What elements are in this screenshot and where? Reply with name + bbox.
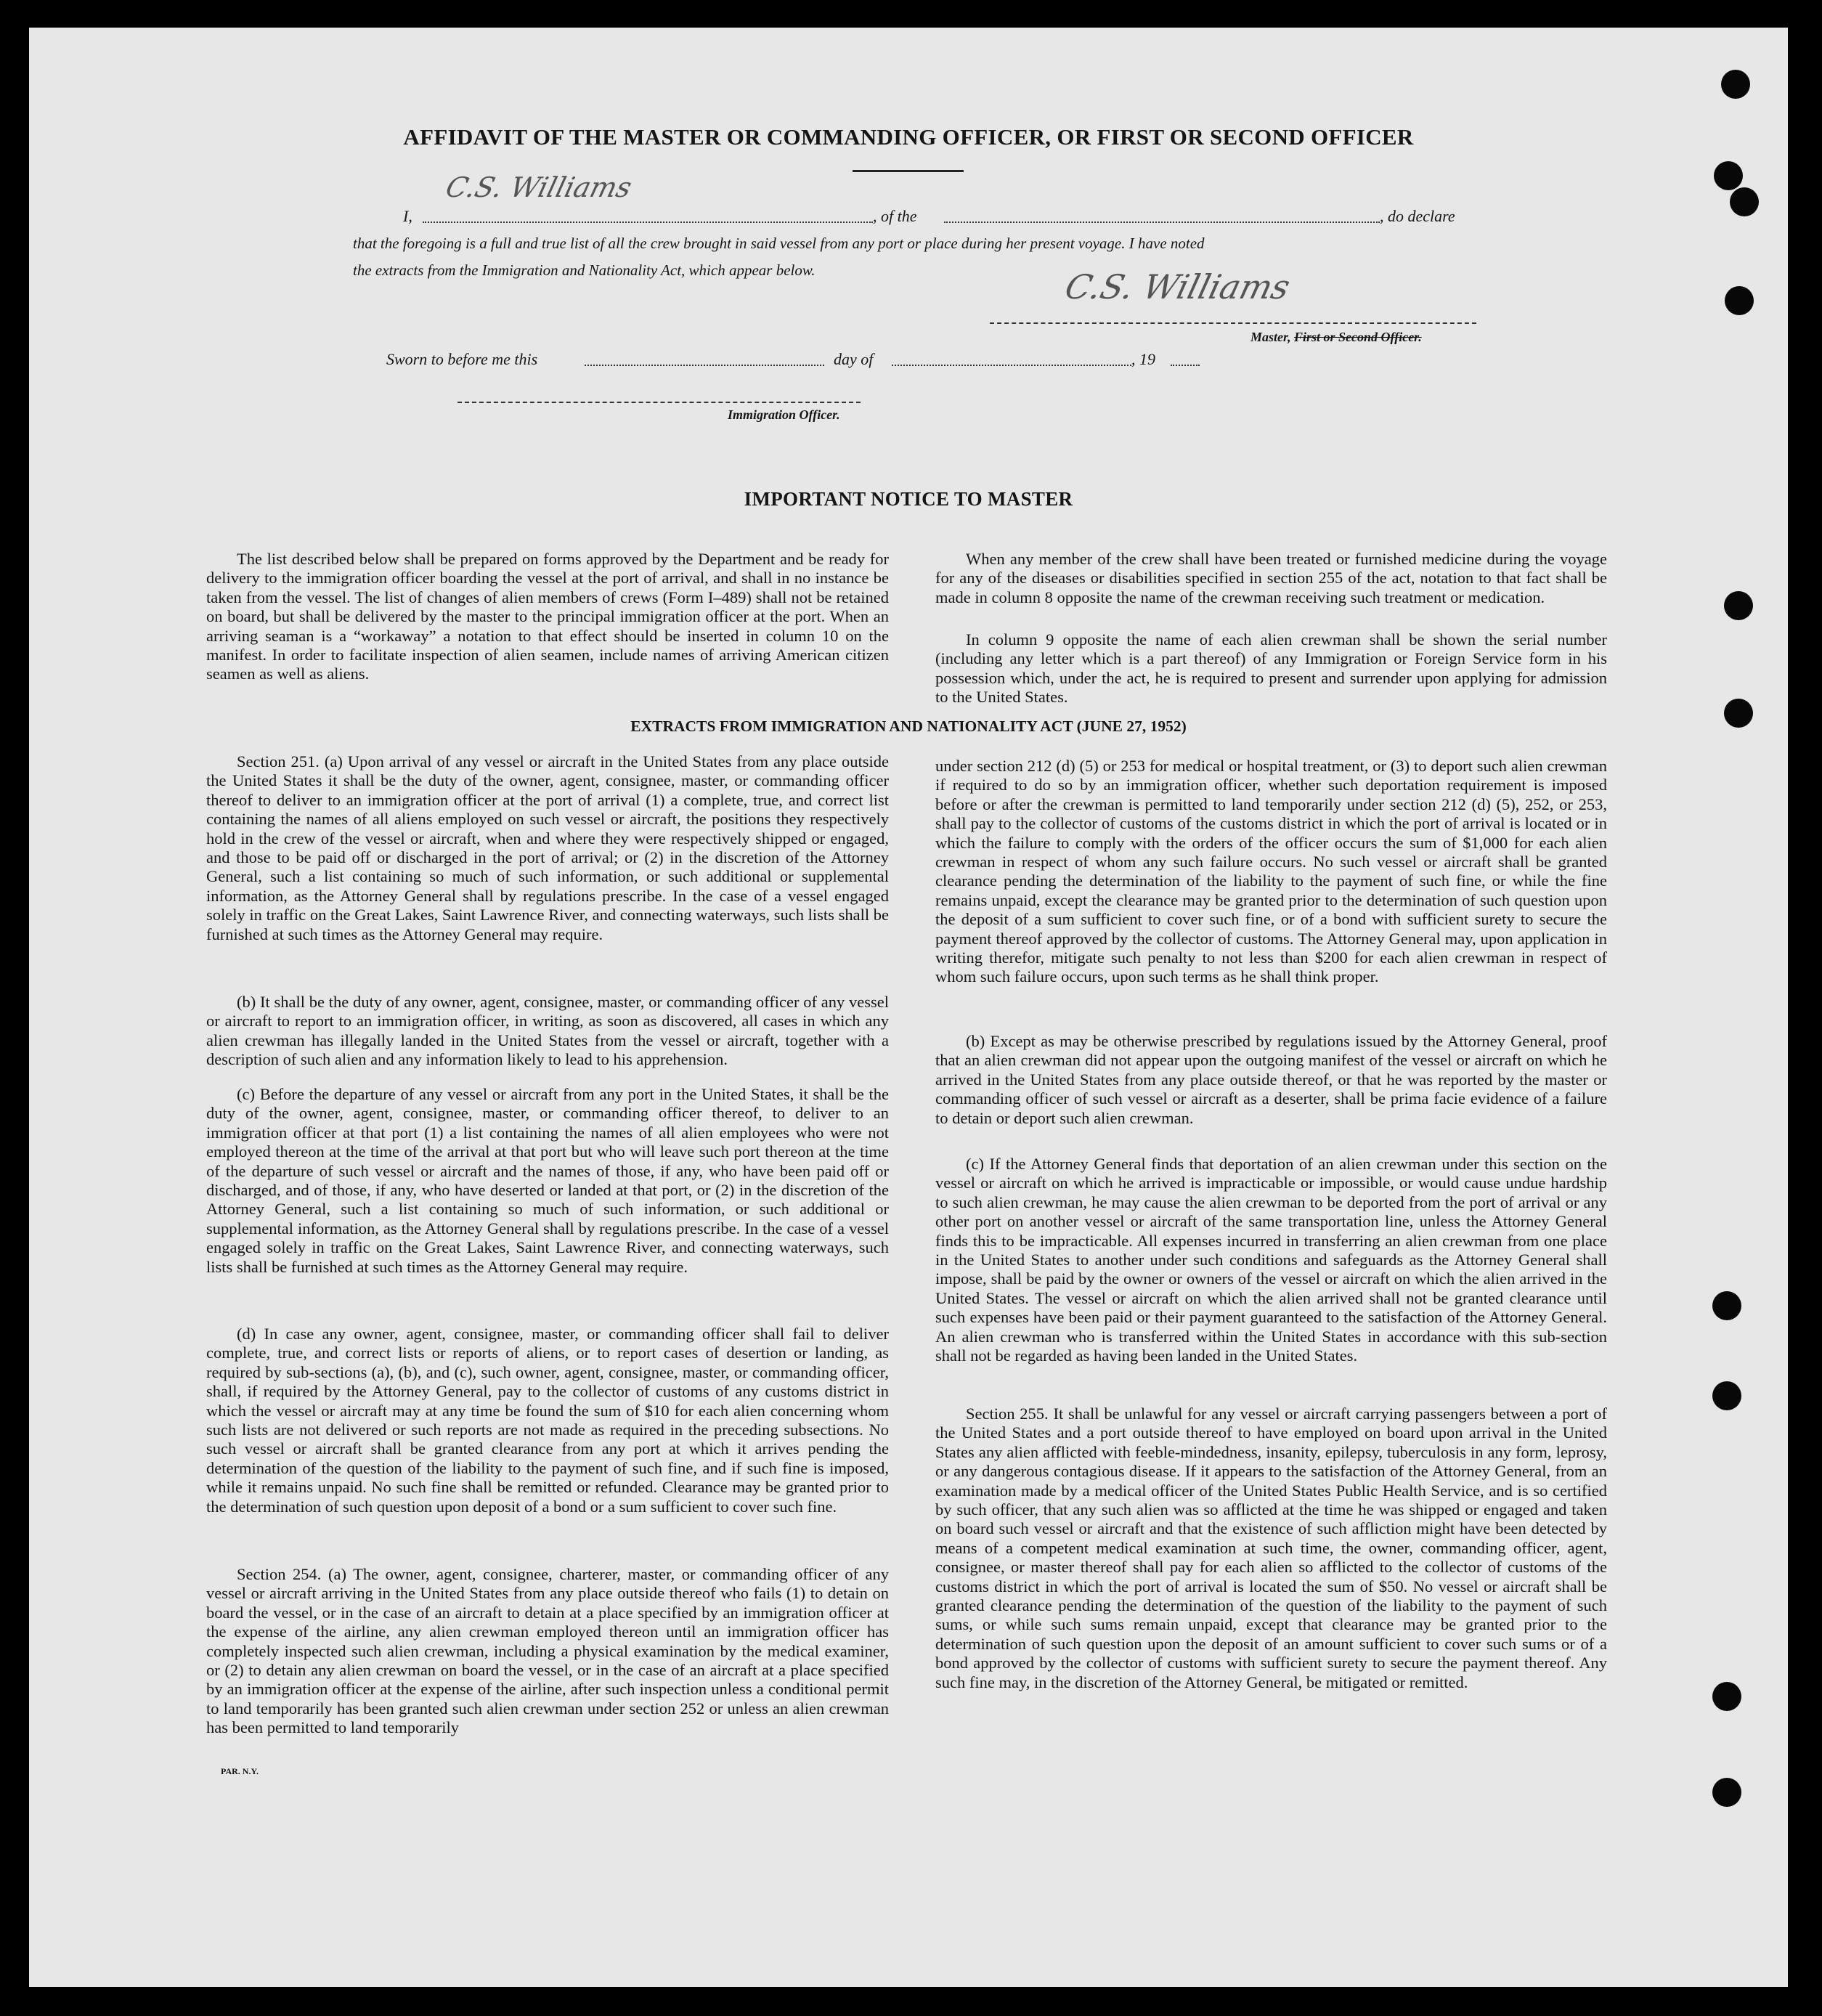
year-label: , 19	[1131, 350, 1155, 368]
master-signature-line	[990, 322, 1476, 324]
punch-hole	[1730, 187, 1759, 216]
of-the-label: , of the	[873, 207, 917, 225]
punch-hole	[1712, 1291, 1741, 1320]
section-251a: Section 251. (a) Upon arrival of any vessel or aircraft in the United States from any place outside the United States it shall be the duty of the owner, agent, consignee, master, or commanding officer thereof to deliver to an immigration officer at the port of arrival (1) a complete, true, and correct list containing the names of all aliens employed on such vessel or aircraft, the positions they respectively hold in the crew of the vessel or aircraft, when and where they were respectively shipped or engaged, and those to be paid off or discharged in the port of arrival; or (2) in the discretion of the Attorney General, such a list containing so much of such information, or such additional or supplemental information, as the Attorney General shall by regulations prescribe. In the case of a vessel engaged solely in traffic on the Great Lakes, Saint Lawrence River, and connecting waterways, such lists shall be furnished at such times as the Attorney General may require.	[206, 752, 889, 943]
sworn-month-line	[892, 365, 1131, 366]
printer-mark: PAR. N.Y.	[221, 1766, 259, 1776]
handwritten-signature-top: C.S. Williams	[442, 171, 635, 203]
punch-hole	[1725, 286, 1754, 315]
day-of-label: day of	[834, 350, 874, 368]
notice-title: IMPORTANT NOTICE TO MASTER	[744, 488, 1073, 510]
punch-hole	[1721, 70, 1750, 99]
section-251c: (c) Before the departure of any vessel or aircraft from any port in the United States, it shall be the duty of the owner, agent, consignee, master, or commanding officer thereof, to deliver to an immigration officer at that port (1) a list containing the names of all alien employees who were not employed thereon at the time of the arrival at that port but who will leave such port thereon at the time of the departure of such vessel or aircraft and the names of those, if any, who have been paid off or discharged, and of those, if any, who have deserted or landed at that port, or (2) in the discretion of the Attorney General, such a list containing so much of such information, or such additional or supplemental information, as the Attorney General shall by regulations prescribe. In the case of a vessel engaged solely in traffic on the Great Lakes, Saint Lawrence River, and connecting waterways, such lists shall be furnished at such times as the Attorney General may require.	[206, 1085, 889, 1276]
section-255: Section 255. It shall be unlawful for any vessel or aircraft carrying passengers between a port of the United States and a port outside thereof to have employed on board upon arrival in the United States any alien afflicted with feeble-mindedness, insanity, epilepsy, tuberculosis in any form, leprosy, or any dangerous contagious disease. If it appears to the satisfaction of the Attorney General, from an examination made by a medical officer of the United States Public Health Service, and is so certified by such officer, that any such alien was so afflicted at the time he was shipped or engaged and taken on board such vessel or aircraft and that the existence of such affliction might have been detected by means of a competent medical examination at such time, the owner, commanding officer, agent, consignee, or master thereof shall pay for each alien so afflicted to the collector of customs of the customs district in which the port of arrival is located the sum of $50. No vessel or aircraft shall be granted clearance pending the determination of the question of the liability to the payment of such sums, or while such sums remain unpaid, except that clearance may be granted prior to the determination of such question upon the deposit of an amount sufficient to cover such sums or of a bond approved by the collector of customs with sufficient surety to secure the payment thereof. Any such fine may, in the discretion of the Attorney General, be mitigated or remitted.	[935, 1405, 1607, 1691]
section-254c: (c) If the Attorney General finds that deportation of an alien crewman under this section on the vessel or aircraft on which he arrived is impracticable or impossible, or would cause undue hardship to such alien crewman, he may cause the alien crewman to be deported from the port of arrival or any other port on another vessel or aircraft of the same transportation line, unless the Attorney General finds this to be impracticable. All expenses incurred in transferring an alien crewman from one place in the United States to another under such conditions and safeguards as the Attorney General shall impose, shall be paid by the owner or owners of the vessel or aircraft on which the alien arrived in the United States. The vessel or aircraft on which the alien arrived shall not be granted clearance until such expenses have been paid or their payment guaranteed to the satisfaction of the Attorney General. An alien crewman who is transferred within the United States in accordance with this sub-section shall not be regarded as having been landed in the United States.	[935, 1155, 1607, 1365]
section-254b: (b) Except as may be otherwise prescribed by regulations issued by the Attorney General, proof that an alien crewman did not appear upon the outgoing manifest of the vessel or aircraft on which he arrived in the United States from any place outside thereof, or that he was reported by the master or commanding officer of such vessel or aircraft as a deserter, shall be prima facie evidence of a failure to detain or deport such alien crewman.	[935, 1032, 1607, 1127]
notice-right-paragraph-2: In column 9 opposite the name of each alien crewman shall be shown the serial number (including any letter which is a part thereof) of any Immigration or Foreign Service form in his possession which, under the act, he is required to present and surrender upon applying for admission to the United States.	[935, 630, 1607, 707]
sworn-day-line	[585, 365, 824, 366]
punch-hole	[1724, 699, 1753, 728]
section-251b: (b) It shall be the duty of any owner, agent, consignee, master, or commanding officer of any vessel or aircraft to report to an immigration officer, in writing, as soon as discovered, all cases in which any alien crewman has illegally landed in the United States from the vessel or aircraft, together with a description of such alien and any information likely to lead to his apprehension.	[206, 993, 889, 1069]
declarant-name-line	[423, 221, 873, 223]
statement-line-1: that the foregoing is a full and true list of all the crew brought in said vessel from any port or place during her present voyage. I have noted	[353, 235, 1205, 252]
handwritten-signature-master: C.S. Williams	[1061, 267, 1294, 306]
section-254a-continued: under section 212 (d) (5) or 253 for medical or hospital treatment, or (3) to deport such alien crewman if required to do so by an immigration officer, whether such deportation requirement is imposed before or after the crewman is permitted to land temporarily under section 212 (d) (5), 252, or 253, shall pay to the collector of customs of the customs district in which the port of arrival is located or in which the failure to comply with the orders of the officer occurs the sum of $1,000 for each alien crewman in respect of whom any such failure occurs. No such vessel or aircraft shall be granted clearance pending the determination of the liability to the payment of such fine, or while the fine remains unpaid, except the clearance may be granted prior to the determination of such question upon the deposit of a sum sufficient to cover such fine, or of a bond with sufficient surety to secure the payment thereof approved by the collector of customs. The Attorney General may, upon application in writing therefor, mitigate such penalty to not less than $200 for each alien crewman in respect of whom such failure occurs, upon such terms as he shall think proper.	[935, 757, 1607, 986]
struck-officer-text: First or Second Officer.	[1294, 330, 1422, 344]
master-label	[1250, 330, 1422, 345]
notice-left-paragraph: The list described below shall be prepared on forms approved by the Department and be ready for delivery to the immigration officer boarding the vessel at the port of arrival, and shall in no instance be taken from the vessel. The list of changes of alien members of crews (Form I–489) shall not be retained on board, but shall be delivered by the master to the principal immigration officer at the port. When an arriving seaman is a “workaway” a notation to that effect should be inserted in column 10 on the manifest. In order to facilitate inspection of alien seamen, include names of arriving American citizen seamen as well as aliens.	[206, 550, 889, 683]
notice-right-paragraph-1: When any member of the crew shall have been treated or furnished medicine during the voyage for any of the diseases or disabilities specified in section 255 of the act, notation to that fact shall be made in column 8 opposite the name of the crewman receiving such treatment or medication.	[935, 550, 1607, 606]
affidavit-title: AFFIDAVIT OF THE MASTER OR COMMANDING OFFICER, OR FIRST OR SECOND OFFICER	[403, 124, 1414, 150]
master-text: Master,	[1250, 330, 1291, 344]
punch-hole	[1714, 161, 1743, 190]
section-254a: Section 254. (a) The owner, agent, consignee, charterer, master, or commanding officer of any vessel or aircraft arriving in the United States from any place outside thereof who fails (1) to detain on board the vessel, or in the case of an aircraft to detain at a place specified by an immigration officer at the expense of the airline, any alien crewman employed thereon until an immigration officer has completely inspected such alien crewman, including a physical examination by the medical examiner, or (2) to detain any alien crewman on board the vessel, or in the case of an aircraft at a place specified by an immigration officer at the expense of the airline, after such inspection unless a conditional permit to land temporarily has been granted such alien crewman under section 252 or unless an alien crewman has been permitted to land temporarily	[206, 1565, 889, 1737]
title-underline	[853, 170, 964, 172]
declarant-label: I,	[403, 207, 412, 225]
vessel-name-line	[944, 221, 1380, 223]
do-declare-label: , do declare	[1380, 207, 1455, 225]
immigration-officer-label: Immigration Officer.	[728, 407, 840, 422]
document-page	[29, 28, 1788, 1987]
statement-line-2: the extracts from the Immigration and Nationality Act, which appear below.	[353, 261, 816, 279]
immigration-officer-line	[457, 402, 861, 403]
sworn-label: Sworn to before me this	[386, 350, 538, 368]
punch-hole	[1712, 1778, 1741, 1807]
section-251d: (d) In case any owner, agent, consignee, master, or commanding officer shall fail to deliver complete, true, and correct lists or reports of aliens, or to report cases of desertion or landing, as required by sub-sections (a), (b), and (c), such owner, agent, consignee, master, or commanding officer, shall, if required by the Attorney General, pay to the collector of customs of any customs district in which the vessel or aircraft may at any time be found the sum of $10 for each alien concerning whom such lists are not delivered or such reports are not made as required in the preceding subsections. No such vessel or aircraft shall be granted clearance from any port at which it arrives pending the determination of the question of the liability to the payment of such fine, and if such fine is imposed, while it remains unpaid. No such fine shall be remitted or refunded. Clearance may be granted prior to the determination of such question upon deposit of a bond or a sum sufficient to cover such fine.	[206, 1325, 889, 1516]
extracts-title: EXTRACTS FROM IMMIGRATION AND NATIONALITY ACT (JUNE 27, 1952)	[630, 718, 1187, 735]
punch-hole	[1712, 1381, 1741, 1410]
year-line	[1171, 365, 1200, 366]
punch-hole	[1712, 1682, 1741, 1711]
punch-hole	[1724, 591, 1753, 620]
